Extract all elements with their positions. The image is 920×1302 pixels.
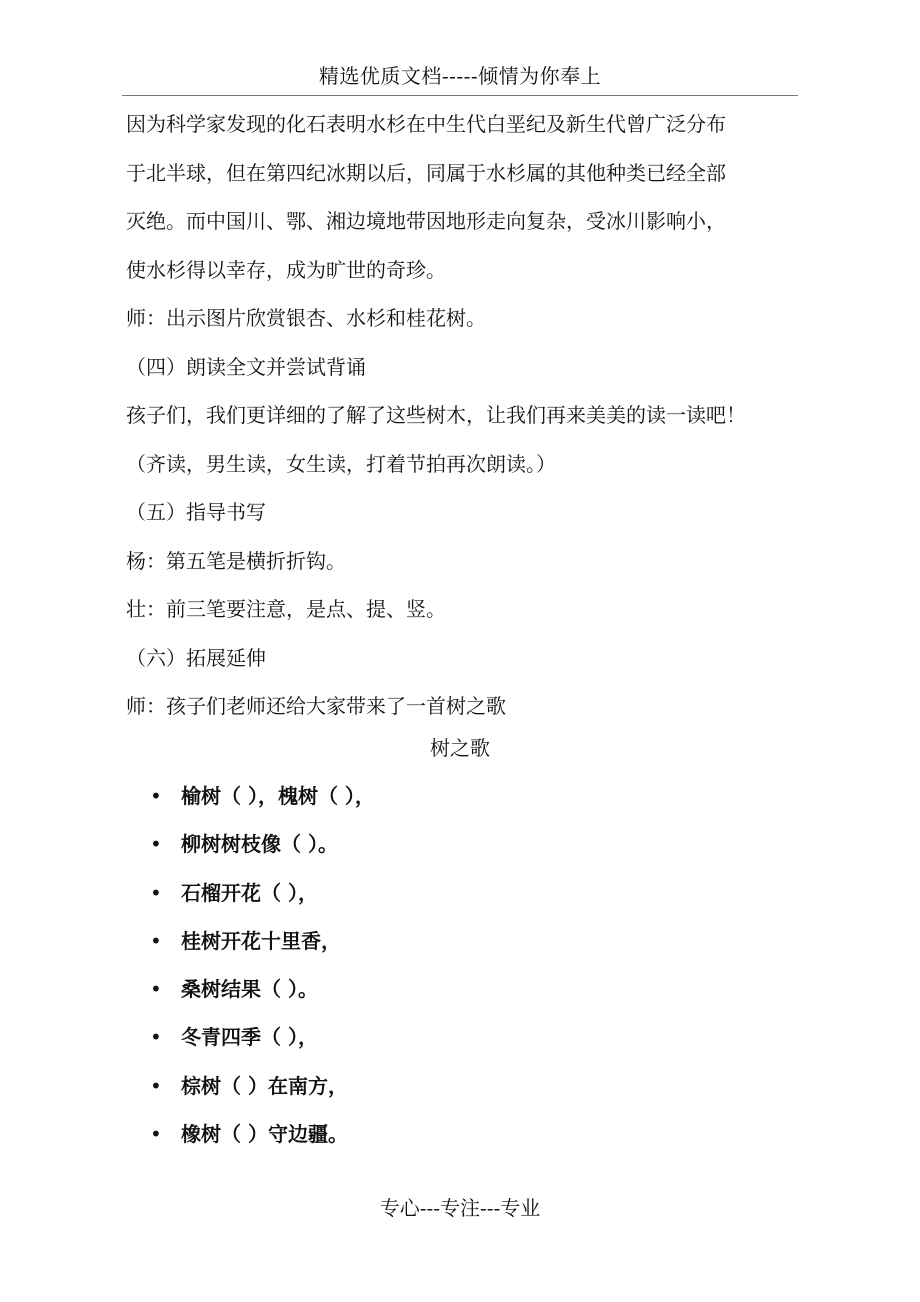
paragraph-line: 杨：第五笔是横折折钩。: [126, 548, 346, 573]
poem-line-text: 石榴开花（ ），: [181, 880, 318, 905]
poem-line: [150, 776, 750, 824]
bullet-icon: •: [150, 880, 162, 905]
page-header: 精选优质文档-----倾情为你奉上: [318, 64, 602, 88]
body-text: [126, 100, 796, 731]
poem-line-text: 橡树（ ）守边疆。: [181, 1122, 348, 1147]
poem-line-text: 棕树（ ）在南方，: [181, 1073, 348, 1098]
poem-list: [150, 776, 750, 1162]
poem-line-text: 桑树结果（ ）。: [181, 977, 318, 1002]
poem-line: [150, 1114, 750, 1162]
poem-line: [150, 873, 750, 921]
poem-line: [150, 969, 750, 1017]
poem-line: [150, 1066, 750, 1114]
paragraph-line: 师：孩子们老师还给大家带来了一首树之歌: [126, 694, 506, 718]
section-heading: （四）朗读全文并尝试背诵: [126, 354, 366, 379]
section-heading: （五）指导书写: [126, 500, 266, 524]
poem-line: [150, 1017, 750, 1065]
paragraph-line: 灭绝。而中国川、鄂、湘边境地带因地形走向复杂，受冰川影响小，: [126, 209, 726, 233]
paragraph-line: （齐读，男生读，女生读，打着节拍再次朗读。）: [126, 451, 556, 476]
poem-line-text: 榆树（ ），槐树（ ），: [181, 784, 375, 808]
bullet-icon: •: [150, 1122, 162, 1147]
page-footer: 专心---专注---专业: [379, 1196, 541, 1220]
section-heading: （六）拓展延伸: [126, 645, 266, 670]
bullet-icon: •: [150, 1025, 162, 1050]
poem-line: [150, 921, 750, 969]
paragraph-line: 于北半球，但在第四纪冰期以后，同属于水杉属的其他种类已经全部: [126, 160, 726, 185]
bullet-icon: •: [150, 1073, 162, 1098]
paragraph-line: 壮：前三笔要注意，是点、提、竖。: [126, 597, 446, 621]
poem-line: [150, 824, 750, 872]
poem-line-text: 冬青四季（ ），: [181, 1025, 318, 1050]
paragraph-line: 师：出示图片欣赏银杏、水杉和桂花树。: [126, 306, 486, 330]
paragraph-line: 使水杉得以幸存，成为旷世的奇珍。: [126, 257, 446, 282]
bullet-icon: •: [150, 977, 162, 1002]
paragraph-line: 因为科学家发现的化石表明水杉在中生代白垩纪及新生代曾广泛分布: [126, 112, 726, 136]
header-divider: [122, 95, 798, 96]
paragraph-line: 孩子们，我们更详细的了解了这些树木，让我们再来美美的读一读吧！: [126, 403, 746, 427]
bullet-icon: •: [150, 928, 162, 953]
poem-line-text: 桂树开花十里香，: [181, 928, 341, 953]
bullet-icon: •: [150, 832, 162, 857]
poem-title: 树之歌: [430, 736, 490, 760]
poem-line-text: 柳树树枝像（ ）。: [181, 832, 338, 857]
bullet-icon: •: [150, 784, 162, 808]
